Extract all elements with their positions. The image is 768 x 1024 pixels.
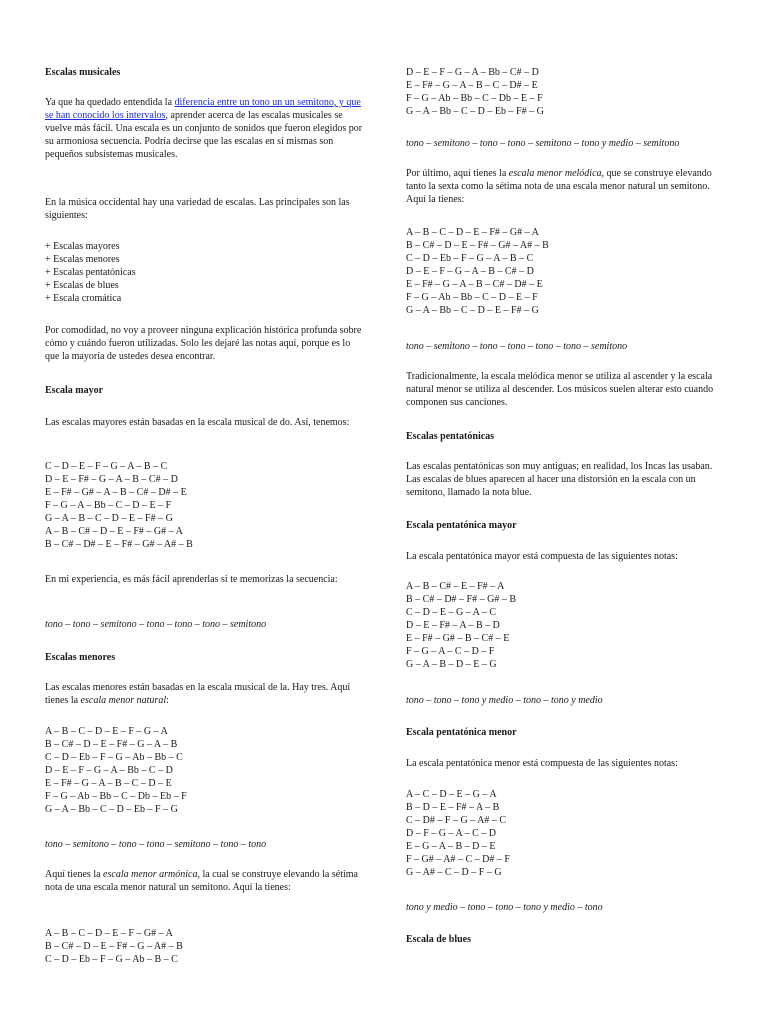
list-item: + Escala cromática <box>45 293 122 304</box>
scale-line: D – E – F – G – A – B – C# – D <box>406 266 534 277</box>
heading-escalas-pentatonicas: Escalas pentatónicas <box>406 431 495 442</box>
scale-line: D – E – F – G – A – Bb – C# – D <box>406 67 539 78</box>
list-item: + Escalas menores <box>45 254 120 265</box>
scale-line: B – C# – D# – E – F# – G# – A# – B <box>45 539 193 550</box>
scale-line: D – E – F# – G – A – B – C# – D <box>45 474 178 485</box>
intro-text-pre: Ya que ha quedado entendida la <box>45 97 175 108</box>
scale-line: C – D – Eb – F – G – Ab – Bb – C <box>45 752 183 763</box>
pent-mayor-scales-block <box>406 580 726 671</box>
pent-menor-paragraph: La escala pentatónica menor está compuesta de las siguientes notas: <box>406 758 678 769</box>
armonica-text-pre: Aquí tienes la <box>45 869 104 880</box>
scale-line: G – A# – C – D – F – G <box>406 867 502 878</box>
menor-natural-emphasis: escala menor natural <box>80 695 167 706</box>
list-item: + Escalas de blues <box>45 280 119 291</box>
scale-line: B – C# – D – E – F# – G – A – B <box>45 739 178 750</box>
melodica-scales-block <box>406 226 726 317</box>
occidental-paragraph: En la música occidental hay una variedad de escalas. Las principales son las siguientes: <box>45 197 350 221</box>
pent-menor-scales-block <box>406 788 726 879</box>
heading-pentatonica-mayor: Escala pentatónica mayor <box>406 520 517 531</box>
intervalos-link[interactable]: diferencia entre un tono un un semitono, y que se han conocido los intervalos <box>45 97 361 121</box>
scale-line: D – E – F – G – A – Bb – C – D <box>45 765 173 776</box>
scale-line: B – D – E – F# – A – B <box>406 802 500 813</box>
armonica-paragraph <box>45 868 365 894</box>
menor-armonica-emphasis: escala menor armónica <box>103 869 198 880</box>
mayor-scales-block <box>45 460 365 551</box>
scale-line: D – F – G – A – C – D <box>406 828 497 839</box>
scale-line: F – G – Ab – Bb – C – D – E – F <box>406 292 538 303</box>
melodica-text-post: , que se construye elevando tanto la sexta como la sétima nota de una escala menor natural un semitono. Aquí la tienes: <box>406 168 712 205</box>
comodidad-paragraph: Por comodidad, no voy a proveer ninguna explicación histórica profunda sobre cómo y cuándo fueron utilizadas. Solo les dejaré las notas aquí, porque es lo que la mayoría de ustedes desea encontrar. <box>45 325 362 362</box>
natural-pattern: tono – semitono – tono – tono – semitono – tono – tono <box>45 839 267 850</box>
menor-melodica-emphasis: escala menor melódica <box>508 168 602 179</box>
melodica-paragraph <box>406 167 726 206</box>
armonica-pattern: tono – semitono – tono – tono – semitono – tono y medio – semitono <box>406 138 680 149</box>
scale-line: E – F# – G – A – B – C# – D# – E <box>406 279 543 290</box>
scale-line: B – C# – D – E – F# – G – A# – B <box>45 941 183 952</box>
scale-line: F – G – Ab – Bb – C – Db – Eb – F <box>45 791 187 802</box>
mayor-paragraph: Las escalas mayores están basadas en la escala musical de do. Así, tenemos: <box>45 417 350 428</box>
scale-line: C – D – E – G – A – C <box>406 607 497 618</box>
scale-line: A – C – D – E – G – A <box>406 789 497 800</box>
scale-line: C – D – Eb – F – G – A – B – C <box>406 253 534 264</box>
scale-line: F – G – A – C – D – F <box>406 646 495 657</box>
scale-line: A – B – C – D – E – F – G# – A <box>45 928 173 939</box>
scale-line: E – G – A – B – D – E <box>406 841 496 852</box>
heading-pentatonica-menor: Escala pentatónica menor <box>406 727 517 738</box>
experiencia-paragraph: En mi experiencia, es más fácil aprenderlas si te memorizas la secuencia: <box>45 574 338 585</box>
scale-line: D – E – F# – A – B – D <box>406 620 500 631</box>
scale-type-list <box>45 240 365 305</box>
scale-line: C – D – Eb – F – G – Ab – B – C <box>45 954 178 965</box>
scale-line: E – F# – G# – B – C# – E <box>406 633 510 644</box>
pentatonicas-paragraph: Las escalas pentatónicas son muy antiguas; en realidad, los Incas las usaban. Las escalas de blues aparecen al hacer una distorsión en la escala con un semitono, llamado la nota blue. <box>406 461 713 498</box>
scale-line: F – G – A – Bb – C – D – E – F <box>45 500 172 511</box>
scale-line: E – F# – G# – A – B – C# – D# – E <box>45 487 187 498</box>
intro-text-post: , aprender acerca de las escalas musicales se vuelve más fácil. Una escala es un conjunto de sonidos que fueron elegidos por su armoniosa secuencia. Podría decirse que las escalas en sí mismas son pequeños subsistemas musicales. <box>45 110 363 160</box>
armonica-scales-block-left <box>45 927 365 966</box>
scale-line: A – B – C# – E – F# – A <box>406 581 505 592</box>
pent-menor-pattern: tono y medio – tono – tono – tono y medio – tono <box>406 902 603 913</box>
tradicional-paragraph: Tradicionalmente, la escala melódica menor se utiliza al ascender y la escala natural menor se utiliza al descender. Los músicos suelen alterar esto cuando componen sus canciones. <box>406 371 714 408</box>
scale-line: F – G – Ab – Bb – C – Db – E – F <box>406 93 543 104</box>
armonica-text-post: , la cual se construye elevando la sétima nota de una escala menor natural un semitono. Aquí la tienes: <box>45 869 358 893</box>
scale-line: A – B – C – D – E – F# – G# – A <box>406 227 539 238</box>
scale-line: B – C# – D# – F# – G# – B <box>406 594 517 605</box>
scale-line: B – C# – D – E – F# – G# – A# – B <box>406 240 549 251</box>
heading-escala-mayor: Escala mayor <box>45 385 104 396</box>
natural-scales-block <box>45 725 365 816</box>
heading-escala-de-blues: Escala de blues <box>406 934 472 945</box>
list-item: + Escalas mayores <box>45 241 120 252</box>
melodica-text-pre: Por último, aquí tienes la <box>406 168 509 179</box>
scale-line: F – G# – A# – C – D# – F <box>406 854 510 865</box>
heading-escalas-menores: Escalas menores <box>45 652 116 663</box>
scale-line: G – A – B – C – D – E – F# – G <box>45 513 173 524</box>
scale-line: G – A – B – D – E – G <box>406 659 497 670</box>
melodica-pattern: tono – semitono – tono – tono – tono – tono – semitono <box>406 341 628 352</box>
list-item: + Escalas pentatónicas <box>45 267 136 278</box>
scale-line: G – A – Bb – C – D – E – F# – G <box>406 305 539 316</box>
scale-line: A – B – C# – D – E – F# – G# – A <box>45 526 183 537</box>
scale-line: E – F# – G – A – B – C – D – E <box>45 778 172 789</box>
scale-line: A – B – C – D – E – F – G – A <box>45 726 168 737</box>
scale-line: G – A – Bb – C – D – Eb – F – G <box>45 804 178 815</box>
menores-text: Las escalas menores están basadas en la escala musical de la. Hay tres. Aquí tienes la <box>45 682 351 706</box>
scale-line: C – D – E – F – G – A – B – C <box>45 461 168 472</box>
pent-mayor-paragraph: La escala pentatónica mayor está compuesta de las siguientes notas: <box>406 551 678 562</box>
mayor-pattern: tono – tono – semitono – tono – tono – tono – semitono <box>45 619 267 630</box>
scale-line: C – D# – F – G – A# – C <box>406 815 507 826</box>
menores-text-post: : <box>166 695 169 706</box>
intro-paragraph <box>45 96 365 161</box>
menores-paragraph <box>45 681 365 707</box>
pent-mayor-pattern: tono – tono – tono y medio – tono – tono y medio <box>406 695 603 706</box>
scale-line: E – F# – G – A – B – C – D# – E <box>406 80 538 91</box>
armonica-scales-block-right <box>406 66 726 118</box>
heading-escalas-musicales: Escalas musicales <box>45 67 121 78</box>
scale-line: G – A – Bb – C – D – Eb – F# – G <box>406 106 544 117</box>
